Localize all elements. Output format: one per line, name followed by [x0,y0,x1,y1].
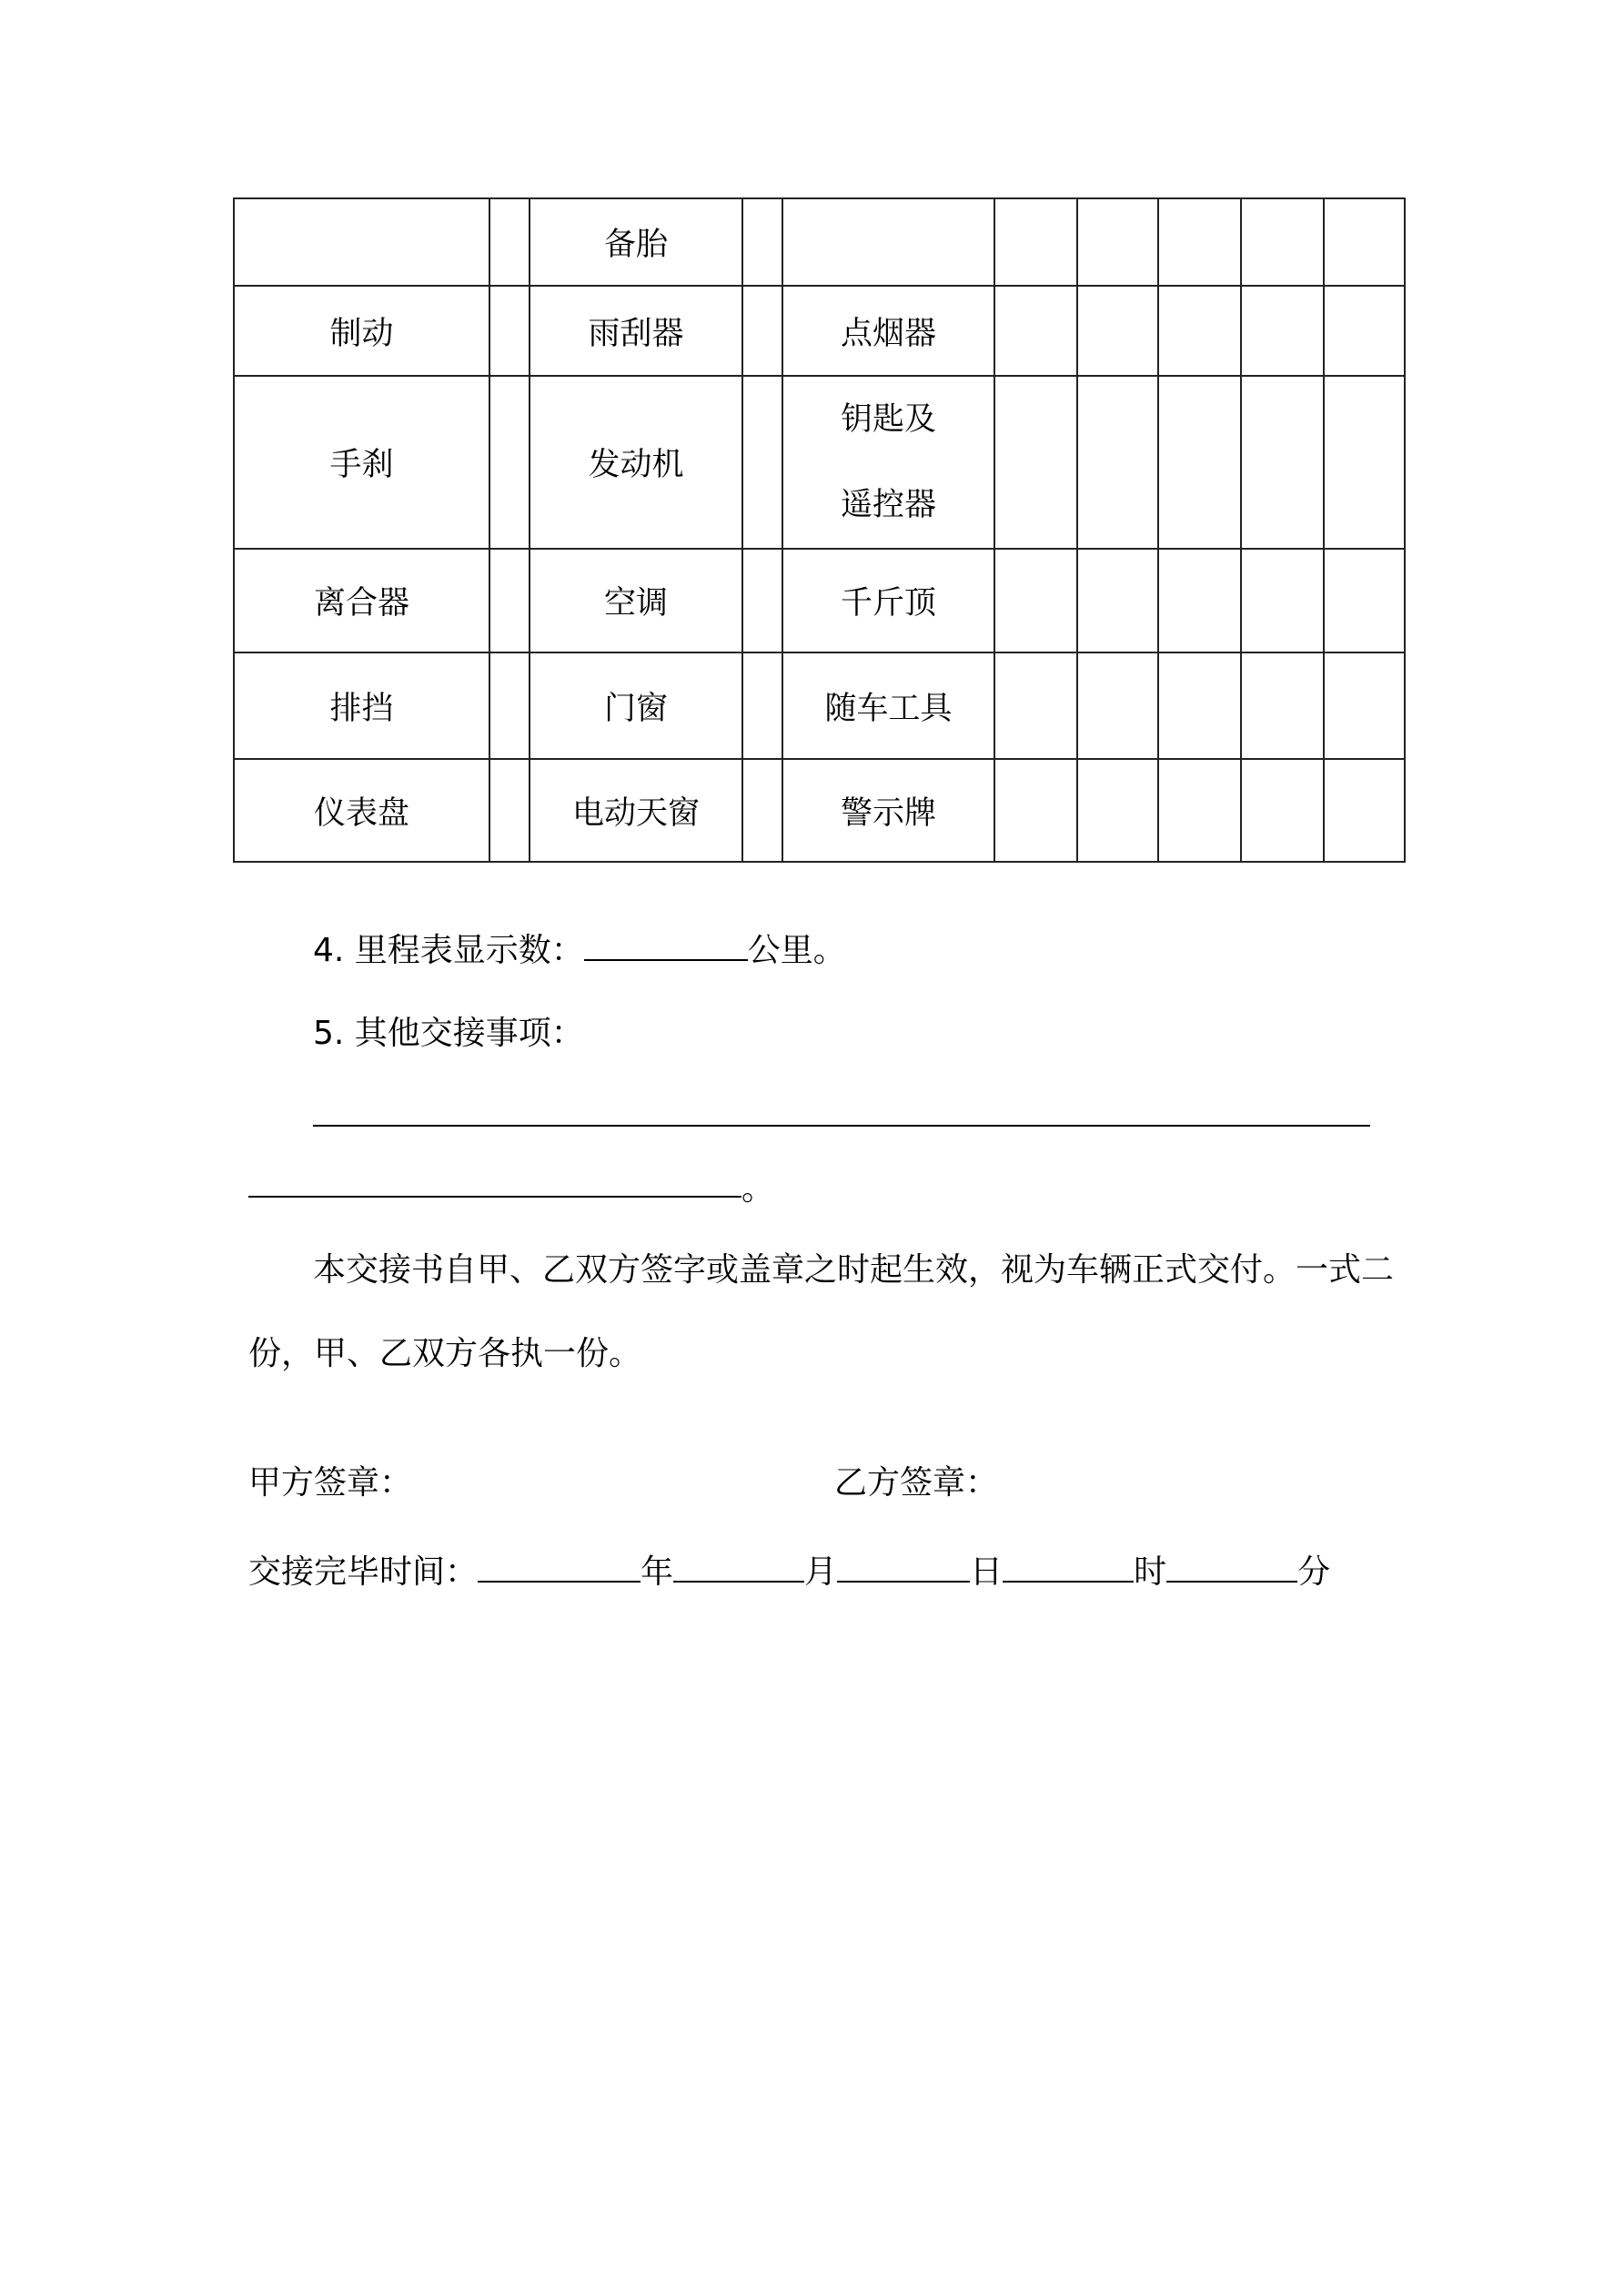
table-cell[interactable] [1324,286,1405,376]
handover-time [248,1550,1330,1593]
table-cell: 制动 [234,286,489,376]
hour-label: 时 [1134,1553,1167,1591]
other-matters-line-1[interactable] [313,1125,1370,1127]
table-row [234,376,1405,549]
odometer-blank[interactable] [584,928,748,961]
table-cell[interactable] [1241,198,1324,286]
table-cell[interactable] [742,759,782,862]
other-matters-line-2[interactable] [248,1196,741,1198]
table-cell[interactable] [1077,376,1158,549]
table-cell[interactable] [1158,198,1241,286]
table-cell: 仪表盘 [234,759,489,862]
odometer-unit: 公里。 [747,932,846,969]
table-cell[interactable] [489,198,530,286]
party-a-signature: 甲方签章： [248,1464,413,1502]
table-cell[interactable] [742,652,782,759]
table-cell[interactable] [1158,549,1241,652]
table-row [234,759,1405,862]
table-cell: 随车工具 [782,652,994,759]
table-cell[interactable] [994,759,1077,862]
paragraph-line-1: 本交接书自甲、乙双方签字或盖章之时起生效，视为车辆正式交付。一式二 [313,1251,1395,1289]
minute-label: 分 [1297,1553,1331,1591]
table-cell[interactable] [1077,286,1158,376]
table-cell[interactable] [994,652,1077,759]
table-cell: 点烟器 [782,286,994,376]
table-cell[interactable] [1158,376,1241,549]
table-cell[interactable] [1241,549,1324,652]
table-cell[interactable] [489,286,530,376]
time-label: 交接完毕时间： [248,1553,479,1591]
table-cell[interactable] [1241,376,1324,549]
table-cell[interactable] [489,759,530,862]
table-cell: 备胎 [530,198,742,286]
cell-text: 钥匙及 [840,401,936,438]
table-cell: 警示牌 [782,759,994,862]
table-cell[interactable] [1324,759,1405,862]
table-cell[interactable] [994,198,1077,286]
table-cell[interactable] [489,652,530,759]
table-cell: 发动机 [530,376,742,549]
table-cell[interactable] [1077,198,1158,286]
table-cell[interactable] [742,286,782,376]
table-cell[interactable] [742,376,782,549]
year-label: 年 [641,1553,674,1591]
table-cell[interactable] [1158,652,1241,759]
party-b-signature: 乙方签章： [834,1464,999,1502]
table-cell[interactable] [1324,549,1405,652]
paragraph-line-2: 份，甲、乙双方各执一份。 [248,1335,642,1372]
table-cell [782,376,994,549]
table-row [234,549,1405,652]
table-cell: 离合器 [234,549,489,652]
table-cell: 排挡 [234,652,489,759]
table-row [234,198,1405,286]
table-cell[interactable] [1324,376,1405,549]
month-blank[interactable] [673,1550,804,1583]
table-cell[interactable] [1158,286,1241,376]
table-cell: 手刹 [234,376,489,549]
month-label: 月 [804,1553,838,1591]
table-cell[interactable] [994,549,1077,652]
table-cell[interactable] [1077,652,1158,759]
table-cell[interactable] [1324,652,1405,759]
item-4-odometer [313,928,846,971]
table-cell[interactable] [1158,759,1241,862]
table-cell[interactable] [742,549,782,652]
table-cell: 电动天窗 [530,759,742,862]
table-cell[interactable] [1077,759,1158,862]
table-cell[interactable] [234,198,489,286]
table-cell[interactable] [1077,549,1158,652]
table-cell[interactable] [1241,286,1324,376]
table-cell[interactable] [489,376,530,549]
table-row [234,286,1405,376]
vehicle-inspection-table [233,197,1406,863]
odometer-label: 4. 里程表显示数： [313,932,584,969]
table-cell: 雨刮器 [530,286,742,376]
table-cell: 千斤顶 [782,549,994,652]
other-matters-end: 。 [741,1170,775,1208]
table-cell[interactable] [1324,198,1405,286]
cell-text: 遥控器 [840,487,936,523]
day-blank[interactable] [837,1550,970,1583]
table-cell[interactable] [994,286,1077,376]
year-blank[interactable] [478,1550,641,1583]
day-label: 日 [970,1553,1004,1591]
table-cell[interactable] [489,549,530,652]
table-cell: 空调 [530,549,742,652]
table-cell[interactable] [1241,759,1324,862]
minute-blank[interactable] [1166,1550,1297,1583]
item-5-other-matters: 5. 其他交接事项： [313,1015,584,1052]
table-cell[interactable] [742,198,782,286]
table-cell[interactable] [782,198,994,286]
table-cell[interactable] [1241,652,1324,759]
table-row [234,652,1405,759]
table-cell[interactable] [994,376,1077,549]
hour-blank[interactable] [1003,1550,1134,1583]
table-cell: 门窗 [530,652,742,759]
